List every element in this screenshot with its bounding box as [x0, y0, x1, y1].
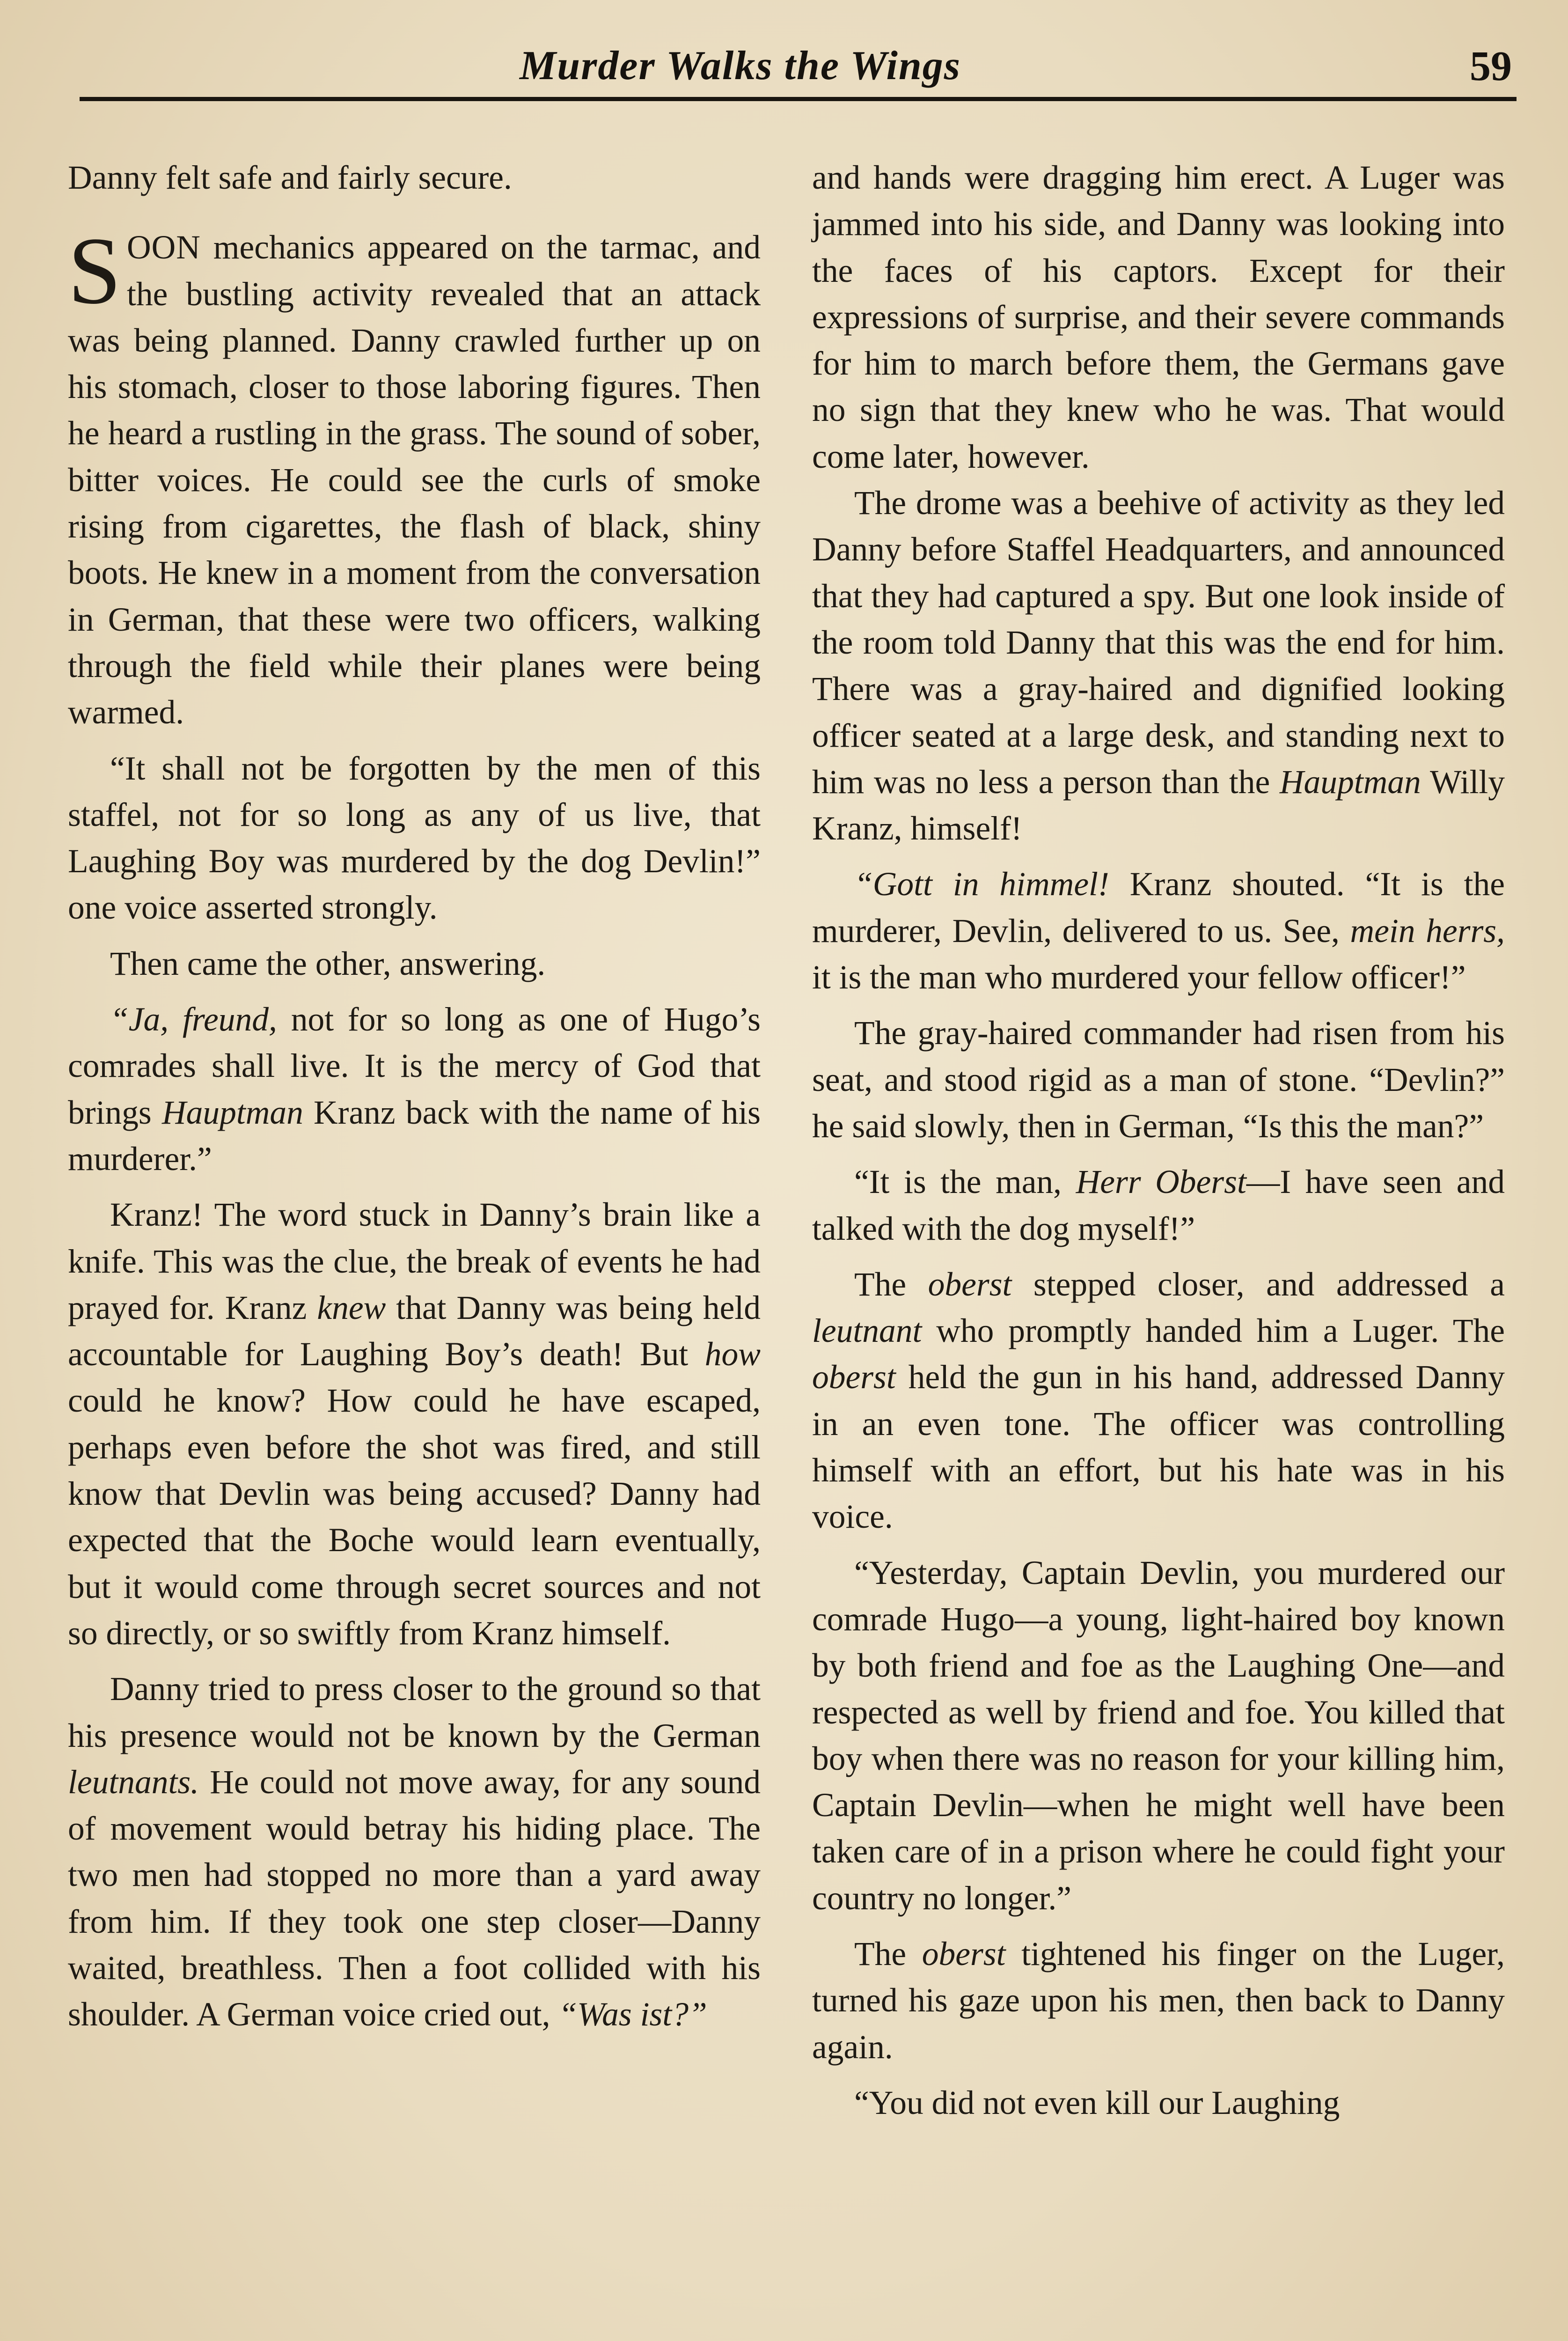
paragraph-text: could he know? How could he have escaped, perhaps even before the shot was fired, and still know that Devlin was being accused? Danny had expected that the Boche would learn eventually, but it would come through secret sources and not so directly, or so swiftly from Kranz himself. [68, 1382, 761, 1652]
paragraph [68, 1192, 761, 1656]
paragraph-text: The drome was a beehive of activity as they led Danny before Staffel Headquarters, and announced that they had captured a spy. But one look inside of the room told Danny that this was the end for him. There was a gray-haired and dignified looking officer seated at a large desk, and standing next to him was no less a person than the [812, 485, 1505, 801]
paragraph [812, 1159, 1505, 1252]
paragraph-dropcap [68, 218, 761, 736]
paragraph-text: Kranz! The word stuck in Danny’s brain like a knife. This was the clue, the break of events he had prayed for. Kranz [68, 1196, 761, 1326]
paragraph [812, 1261, 1505, 1540]
paragraph-text: The [854, 1266, 928, 1303]
small-caps-lead: OON [127, 229, 201, 266]
italic-text: Hauptman [1279, 763, 1421, 801]
paragraph-text: Then came the other, answering. [110, 945, 546, 982]
paragraph [812, 155, 1505, 480]
italic-text: oberst [812, 1359, 896, 1396]
paragraph [812, 1010, 1505, 1149]
paragraph-text: He could not move away, for any sound of movement would betray his hiding place. The two men had stopped no more than a yard away from him. If they took one step closer—Danny waited, breathless. Then a foot collided with his shoulder. A German voice cried out, [68, 1763, 761, 2033]
story-title: Murder Walks the Wings [520, 43, 961, 88]
italic-text: “Ja, freund, [110, 1001, 277, 1038]
paragraph [812, 1931, 1505, 2070]
paragraph-text: “It shall not be forgotten by the men of this staffel, not for so long as any of us live, that Laughing Boy was murdered by the dog Devlin!” one voice asserted strongly. [68, 750, 761, 927]
italic-text: Herr Oberst [1076, 1163, 1246, 1201]
italic-text: leutnants. [68, 1763, 199, 1801]
italic-text: how [704, 1336, 761, 1373]
paragraph-text: —I have seen and talked with the dog myself!” [812, 1163, 1505, 1247]
paragraph-text: Willy Kranz, himself! [812, 763, 1505, 847]
paragraph-text: not for so long as one of Hugo’s comrades shall live. It is the mercy of God that brings [68, 1001, 761, 1131]
page-number: 59 [1470, 43, 1512, 89]
paragraph-text: who promptly handed him a Luger. The [922, 1312, 1505, 1350]
paragraph [68, 941, 761, 987]
paragraph-text: and hands were dragging him erect. A Luger was jammed into his side, and Danny was looking into the faces of his captors. Except for their expressions of surprise, and their severe commands for him to march before them, the Germans gave no sign that they knew who he was. That would come later, however. [812, 159, 1505, 475]
header-rule [80, 97, 1517, 101]
drop-cap: S [68, 218, 122, 324]
paragraph-text: that Danny was being held accountable for Laughing Boy’s death! But [68, 1289, 761, 1373]
paragraph-text: The gray-haired commander had risen from his seat, and stood rigid as a man of stone. “Devlin?” he said slowly, then in German, “Is this the man?” [812, 1015, 1505, 1145]
paragraph-text: Kranz shouted. “It is the murderer, Devlin, delivered to us. See, [812, 866, 1505, 950]
right-column [812, 155, 1505, 2126]
paragraph [812, 480, 1505, 852]
italic-text: leutnant [812, 1312, 922, 1350]
paragraph-text: Danny tried to press closer to the ground so that his presence would not be known by the German [68, 1671, 761, 1754]
italic-text: “Was ist?” [558, 1996, 707, 2033]
paragraph-text: “You did not even kill our Laughing [854, 2084, 1340, 2121]
italic-text: oberst [928, 1266, 1012, 1303]
paragraph-text: stepped closer, and addressed a [1011, 1266, 1505, 1303]
paragraph-text: it is the man who murdered your fellow officer!” [812, 959, 1466, 996]
italic-text: “Gott in himmel! [854, 866, 1109, 903]
paragraph-text: held the gun in his hand, addressed Danny in an even tone. The officer was controlling himself with an effort, but his hate was in his voice. [812, 1359, 1505, 1536]
paragraph-text: “Yesterday, Captain Devlin, you murdered our comrade Hugo—a young, light-haired boy known by both friend and foe as the Laughing One—and respected as well by friend and foe. You killed that boy when there was no reason for your killing him, Captain Devlin—when he might well have been taken care of in a prison where he could fight your country no longer.” [812, 1554, 1505, 1917]
paragraph-text: The [854, 1935, 922, 1973]
paragraph-text: Kranz back with the name of his murderer.” [68, 1094, 761, 1178]
paragraph-text: tightened his finger on the Luger, turned his gaze upon his men, then back to Danny again. [812, 1935, 1505, 2066]
paragraph-text: mechanics appeared on the tarmac, and the bustling activity revealed that an attack was being planned. Danny crawled further up on his stomach, closer to those laboring figures. Then he heard a rustling in the grass. The sound of sober, bitter voices. He could see the curls of smoke rising from cigarettes, the flash of black, shiny boots. He knew in a moment from the conversation in German, that these were two officers, walking through the field while their planes were being warmed. [68, 229, 761, 731]
paragraph [812, 861, 1505, 1001]
paragraph [812, 1550, 1505, 1921]
italic-text: Hauptman [161, 1094, 303, 1131]
paragraph [68, 1666, 761, 2038]
left-column [68, 155, 761, 2038]
paragraph-text: “It is the man, [854, 1163, 1076, 1201]
paragraph [68, 155, 761, 201]
italic-text: mein herrs, [1350, 912, 1505, 950]
italic-text: knew [317, 1289, 386, 1326]
paragraph [68, 996, 761, 1182]
italic-text: oberst [922, 1935, 1006, 1973]
running-header [80, 42, 1517, 98]
paragraph [68, 745, 761, 931]
paragraph-text: Danny felt safe and fairly secure. [68, 159, 512, 196]
paragraph [812, 2080, 1505, 2126]
